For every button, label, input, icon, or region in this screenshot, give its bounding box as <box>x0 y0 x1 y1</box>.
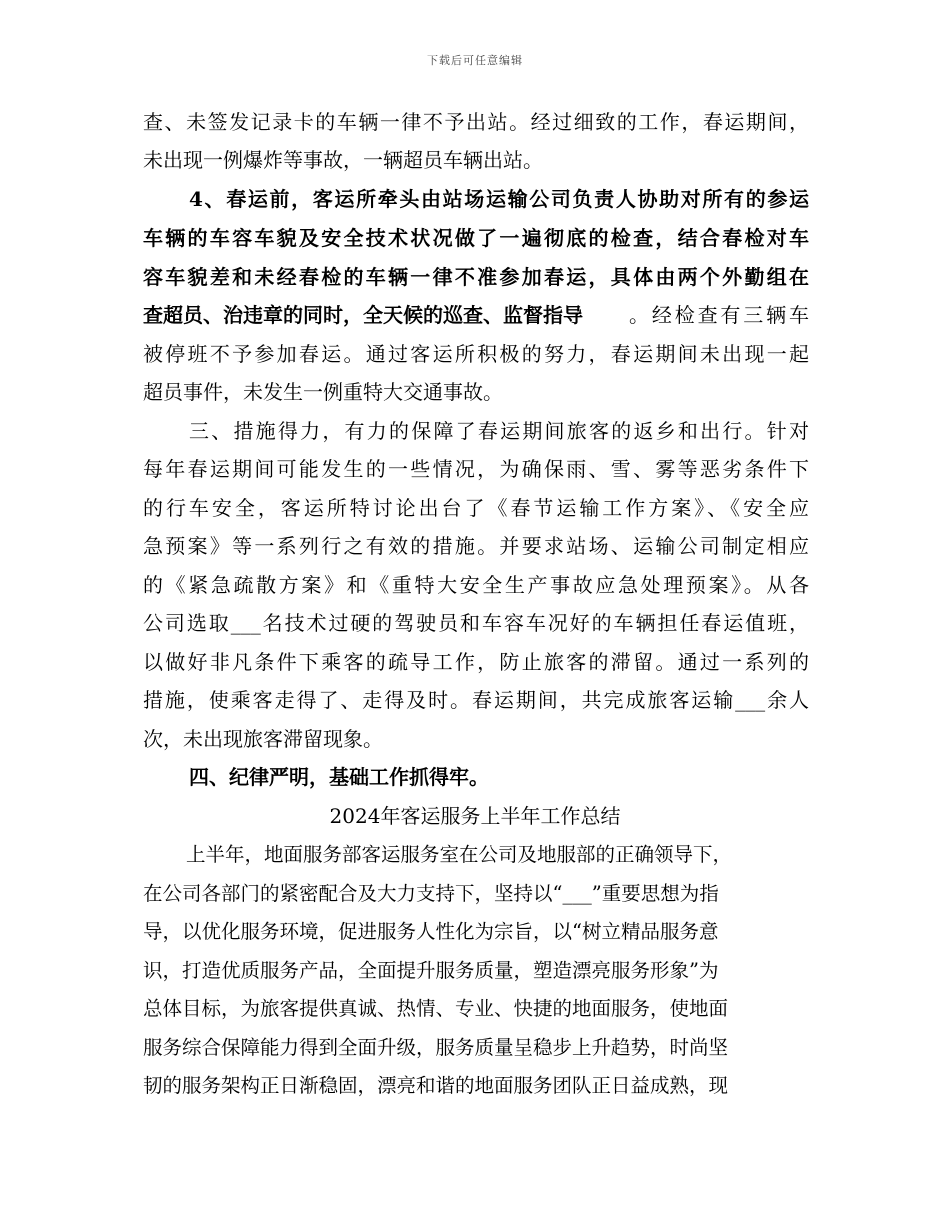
paragraph-line: 的《紧急疏散方案》和《重特大安全生产事故应急处理预案》。从各 <box>143 573 809 597</box>
paragraph-line: 以做好非凡条件下乘客的疏导工作，防止旅客的滞留。通过一系列的 <box>143 650 809 674</box>
paragraph-line: 公司选取___名技术过硬的驾驶员和车容车况好的车辆担任春运值班， <box>143 611 809 635</box>
paragraph-line: 服务综合保障能力得到全面升级，服务质量呈稳步上升趋势，时尚坚 <box>143 1036 729 1059</box>
paragraph-line: 被停班不予参加春运。通过客运所积极的努力，春运期间未出现一起 <box>143 342 809 366</box>
section-heading: 四、纪律严明，基础工作抓得牢。 <box>189 765 489 789</box>
paragraph-line: 在公司各部门的紧密配合及大力支持下，坚持以“___”重要思想为指 <box>143 882 719 905</box>
paragraph-line: 措施，使乘客走得了、走得及时。春运期间，共完成旅客运输___余人 <box>143 688 809 712</box>
paragraph-line: 每年春运期间可能发生的一些情况，为确保雨、雪、雾等恶劣条件下 <box>143 457 809 481</box>
page-header: 下载后可任意编辑 <box>427 54 523 67</box>
paragraph-line: 三、措施得力，有力的保障了春运期间旅客的返乡和出行。针对 <box>189 419 809 443</box>
paragraph-line: 上半年，地面服务部客运服务室在公司及地服部的正确领导下， <box>186 843 733 866</box>
paragraph-line: 未出现一例爆炸等事故，一辆超员车辆出站。 <box>143 148 543 172</box>
paragraph-line: 导，以优化服务环境，促进服务人性化为宗旨，以“树立精品服务意 <box>143 920 719 943</box>
paragraph-line: 超员事件，未发生一例重特大交通事故。 <box>143 380 503 404</box>
bold-paragraph-line: 查超员、治违章的同时，全天候的巡查、监督指导 <box>143 303 583 327</box>
paragraph-line: 急预案》等一系列行之有效的措施。并要求站场、运输公司制定相应 <box>143 534 809 558</box>
paragraph-line: 韧的服务架构正日渐稳固，漂亮和谐的地面服务团队正日益成熟，现 <box>143 1074 729 1097</box>
bold-paragraph-line: 容车貌差和未经春检的车辆一律不准参加春运，具体由两个外勤组在 <box>143 265 809 289</box>
bold-paragraph-line: 4、春运前，客运所牵头由站场运输公司负责人协助对所有的参运 <box>189 187 809 211</box>
paragraph-line: 总体目标，为旅客提供真诚、热情、专业、快捷的地面服务，使地面 <box>143 997 729 1020</box>
paragraph-line: 的行车安全，客运所特讨论出台了《春节运输工作方案》、《安全应 <box>143 496 809 520</box>
paragraph-line: 识，打造优质服务产品，全面提升服务质量，塑造漂亮服务形象”为 <box>143 959 719 982</box>
document-title: 2024年客运服务上半年工作总结 <box>329 804 621 828</box>
paragraph-line: 查、未签发记录卡的车辆一律不予出站。经过细致的工作，春运期间， <box>143 110 809 134</box>
paragraph-line: 次，未出现旅客滞留现象。 <box>143 727 383 751</box>
bold-paragraph-line: 车辆的车容车貌及安全技术状况做了一遍彻底的检查，结合春检对车 <box>143 226 809 250</box>
paragraph-line: 。经检查有三辆车 <box>629 303 809 327</box>
